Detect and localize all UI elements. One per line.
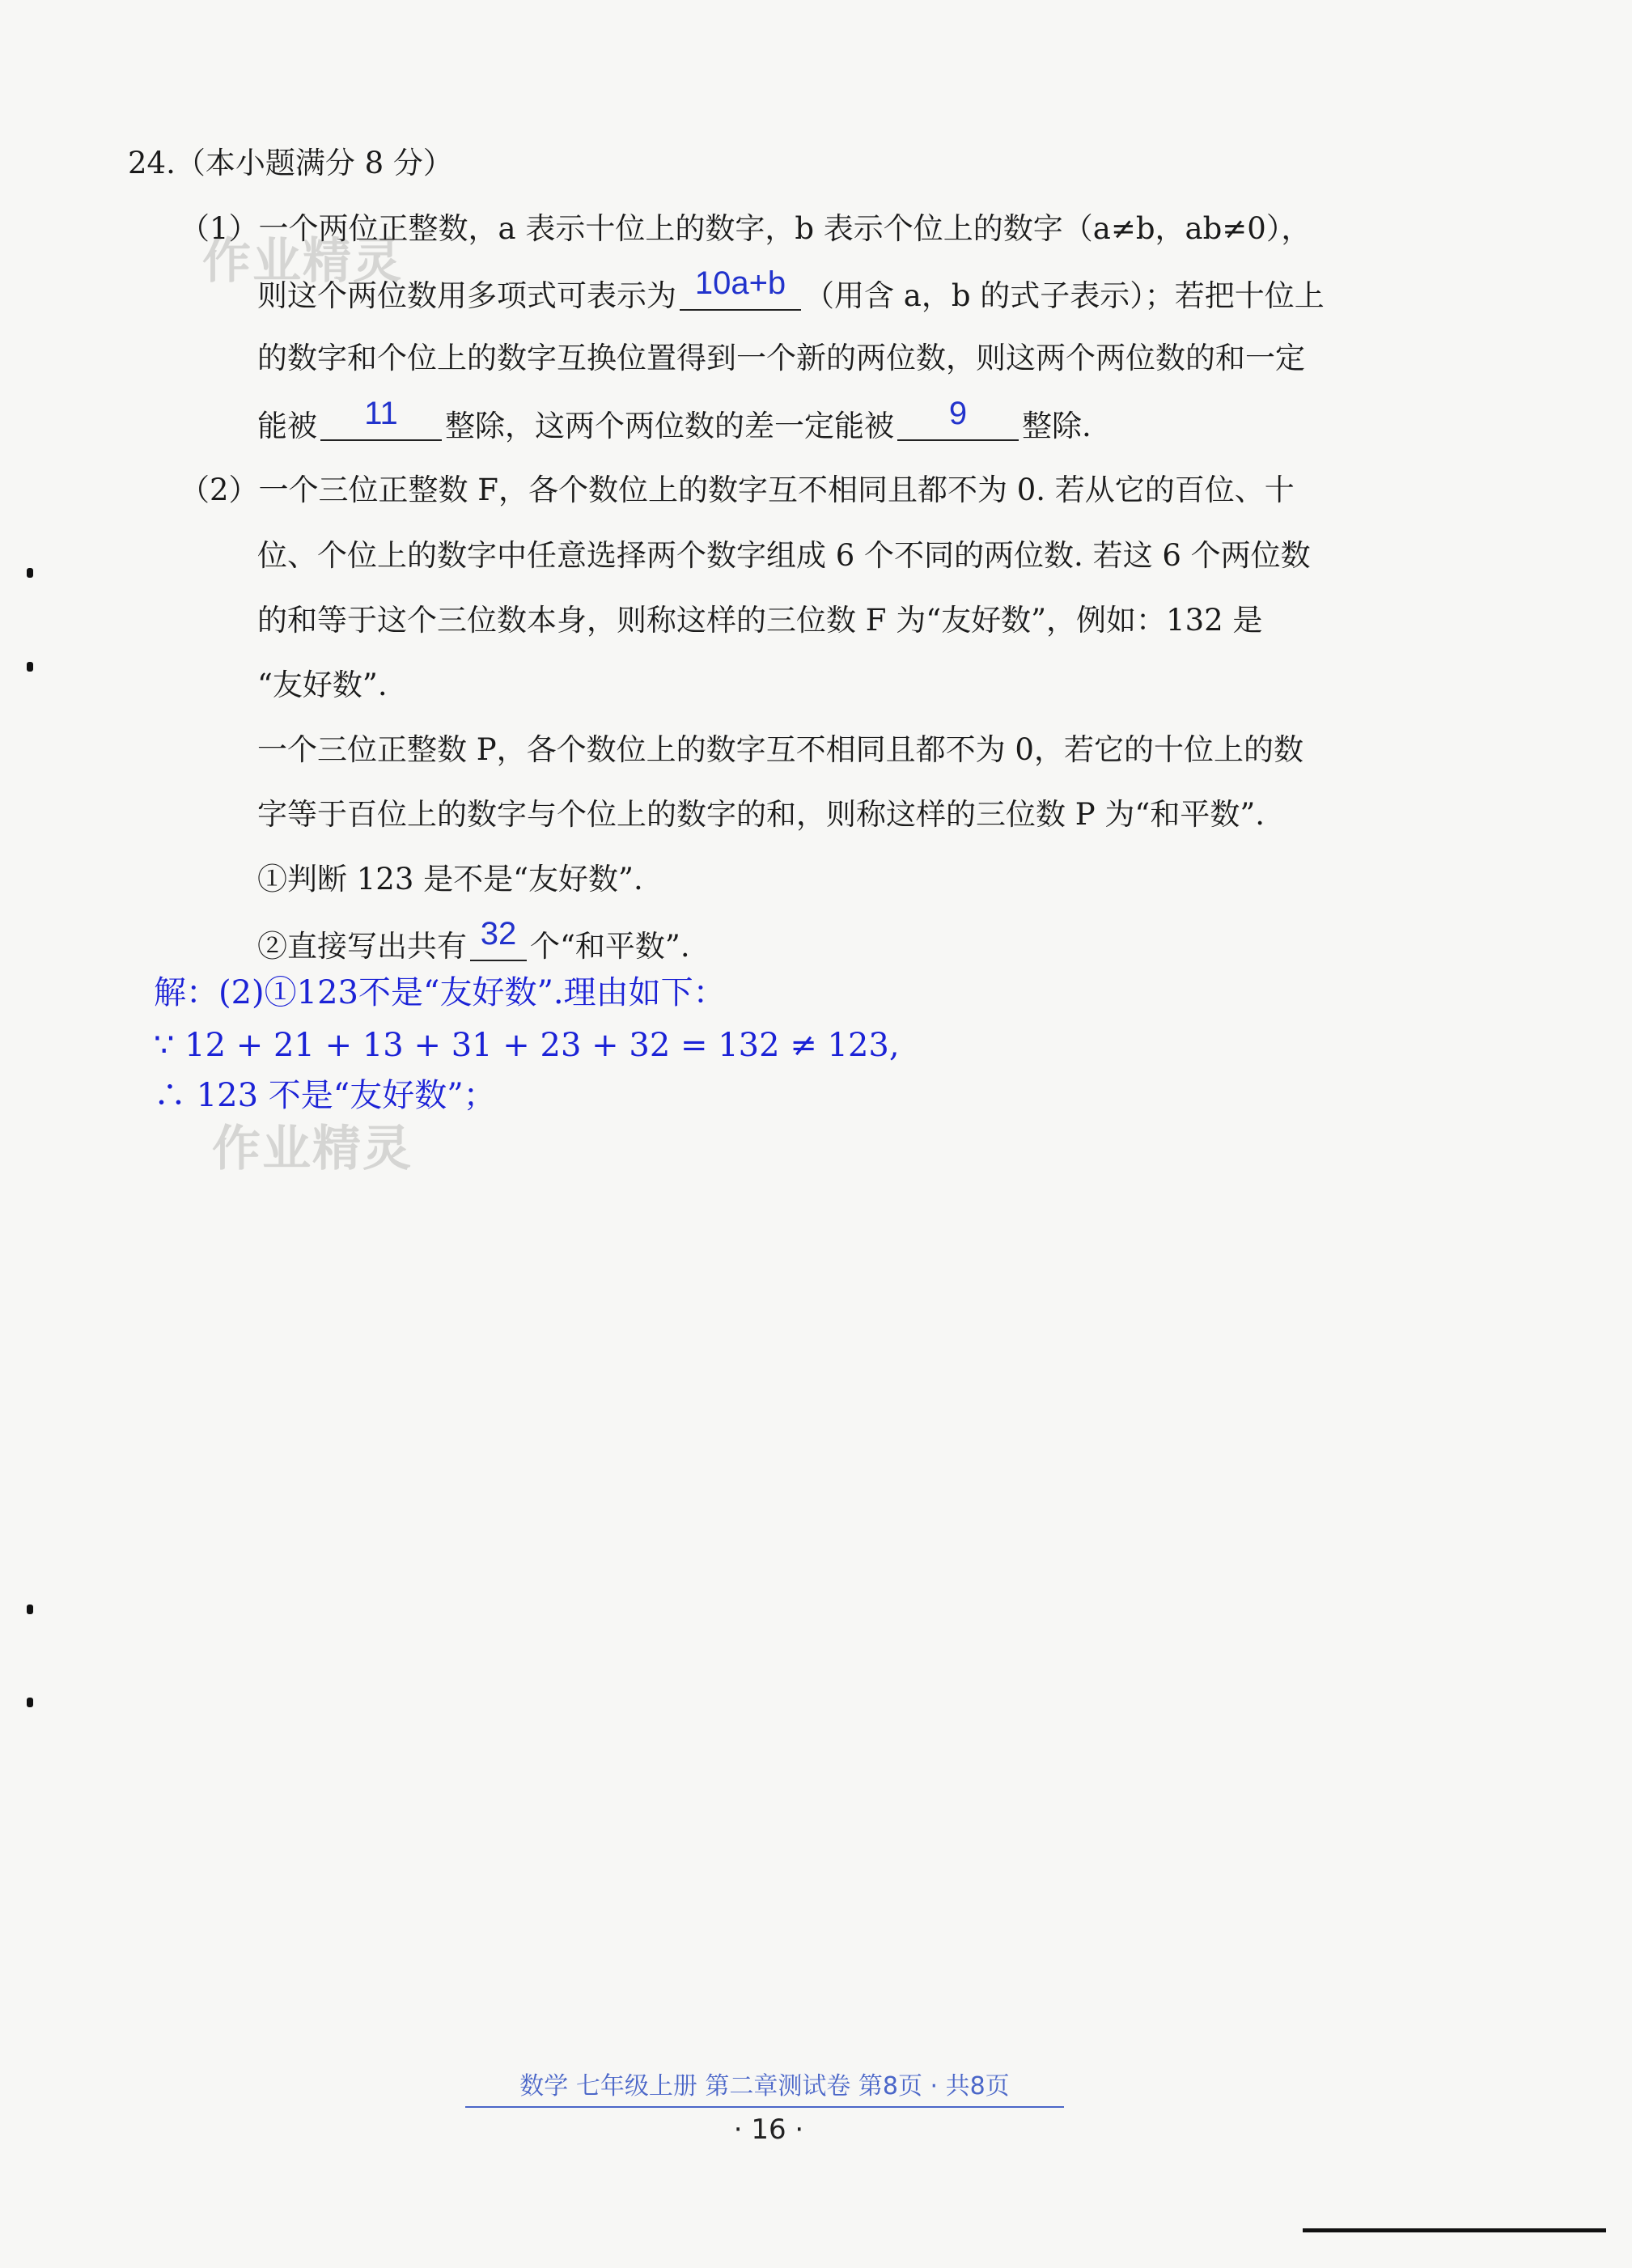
part2-sub2 — [257, 916, 690, 964]
part2-line3: 的和等于这个三位数本身，则称这样的三位数 F 为“友好数”，例如：132 是 — [257, 603, 1263, 638]
page-number: · 16 · — [733, 2113, 804, 2146]
part2-line1: （2）一个三位正整数 F，各个数位上的数字互不相同且都不为 0. 若从它的百位、十 — [180, 473, 1295, 507]
footer-title: 数学 七年级上册 第二章测试卷 第8页 · 共8页 — [465, 2066, 1064, 2108]
part2-sub1: ①判断 123 是不是“友好数”. — [257, 862, 643, 897]
margin-dot — [27, 568, 33, 578]
question-number: 24.（本小题满分 8 分） — [128, 146, 453, 180]
part1-line4-before: 能被 — [257, 409, 317, 443]
solution-line2: ∵ 12 + 21 + 13 + 31 + 23 + 32 = 132 ≠ 123, — [154, 1027, 900, 1064]
part2-line4: “友好数”. — [257, 668, 388, 702]
answer-blank — [897, 396, 1019, 441]
solution-line1: 解：(2)①123不是“友好数”.理由如下： — [154, 974, 726, 1011]
part2-line2: 位、个位上的数字中任意选择两个数字组成 6 个不同的两位数. 若这 6 个两位数 — [257, 538, 1311, 573]
part1-line4 — [257, 396, 1092, 443]
margin-dot — [27, 662, 33, 672]
part1-line4-after: 整除. — [1022, 409, 1092, 443]
watermark: 作业精灵 — [202, 233, 403, 290]
part1-line2-after: （用含 a，b 的式子表示）；若把十位上 — [804, 278, 1325, 313]
watermark: 作业精灵 — [212, 1121, 413, 1177]
part2-line5: 一个三位正整数 P，各个数位上的数字互不相同且都不为 0，若它的十位上的数 — [257, 732, 1303, 767]
answer-blank — [320, 396, 442, 441]
part1-line2 — [257, 265, 1325, 313]
answer-11: 11 — [364, 396, 398, 431]
answer-blank — [680, 265, 801, 311]
scan-edge-line — [1303, 2228, 1606, 2232]
margin-dot — [27, 1698, 33, 1707]
answer-32: 32 — [480, 916, 517, 952]
margin-dot — [27, 1605, 33, 1614]
part1-line1: （1）一个两位正整数，a 表示十位上的数字，b 表示个位上的数字（a≠b，ab≠0）， — [180, 211, 1312, 246]
part1-line2-before: 则这个两位数用多项式可表示为 — [257, 278, 676, 313]
solution-line3: ∴ 123 不是“友好数”； — [154, 1077, 496, 1114]
part2-sub2-before: ②直接写出共有 — [257, 929, 467, 964]
part2-line6: 字等于百位上的数字与个位上的数字的和，则称这样的三位数 P 为“和平数”. — [257, 797, 1265, 832]
answer-10a+b: 10a+b — [694, 265, 786, 301]
answer-blank — [470, 916, 527, 961]
part1-line3: 的数字和个位上的数字互换位置得到一个新的两位数，则这两个两位数的和一定 — [257, 341, 1305, 375]
part1-line4-middle: 整除，这两个两位数的差一定能被 — [445, 409, 894, 443]
part2-sub2-after: 个“和平数”. — [530, 929, 690, 964]
answer-9: 9 — [948, 396, 968, 431]
